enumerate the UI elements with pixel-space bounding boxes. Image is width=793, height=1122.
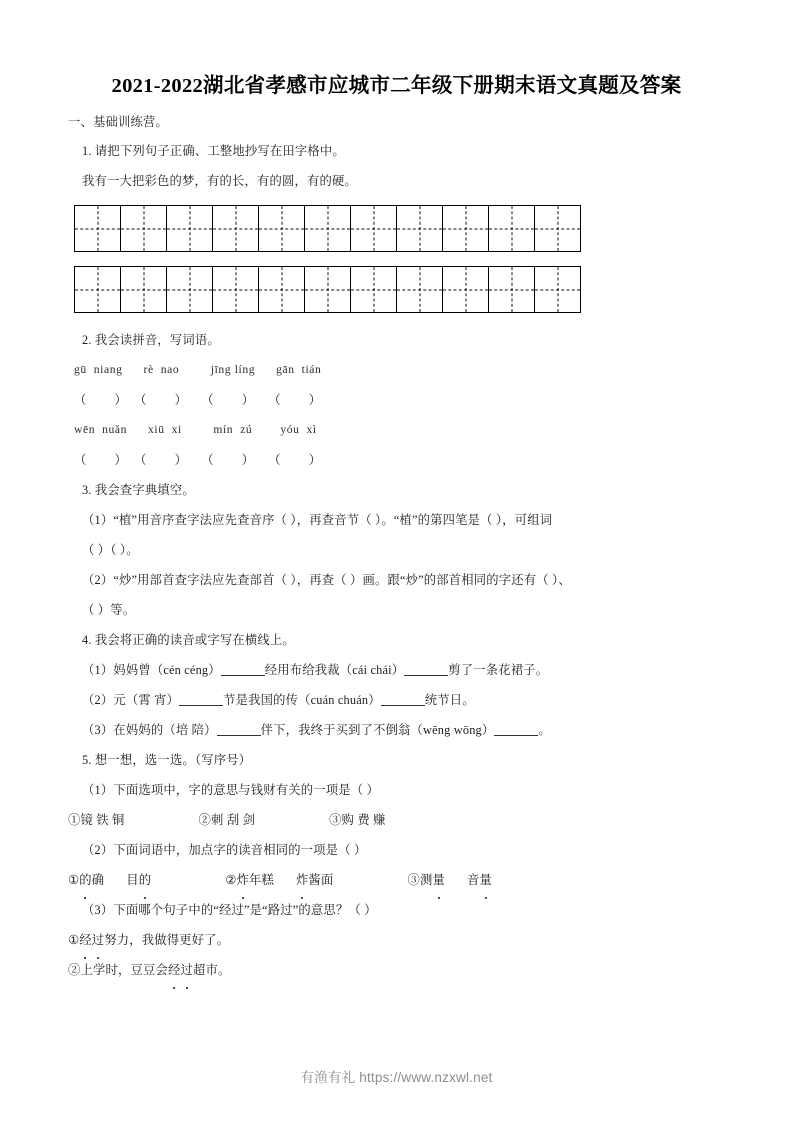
question-4-item-1[interactable]	[68, 655, 728, 685]
emphasis-dot-char: 炸	[296, 865, 309, 895]
tianzige-grid-row-2	[74, 266, 581, 313]
option-text: 年糕	[248, 873, 274, 887]
question-4-item-2-part-c: 统节日。	[424, 693, 475, 707]
emphasis-dot-char: 过	[180, 955, 193, 985]
tianzige-grid-block	[74, 205, 728, 313]
question-4-item-1-part-b: 经用布给我裁（cái chái）	[264, 663, 405, 677]
question-3-prompt: 3. 我会查字典填空。	[82, 483, 195, 497]
question-2-pinyin-row-2: wēn nuǎn xiū xi mín zú yóu xì	[74, 423, 317, 436]
option-a[interactable]	[68, 873, 151, 887]
question-4-item-3-part-b: 伴下，我终于买到了不倒翁（wēng wōng）	[260, 723, 495, 737]
option-a[interactable]: ①镜 铁 铜	[68, 813, 125, 827]
answer-blank[interactable]	[179, 705, 223, 706]
table-row	[75, 206, 581, 252]
tianzige-cell[interactable]	[75, 206, 121, 252]
question-5-item-1-options[interactable]	[68, 805, 728, 835]
question-5-item-3-option-a[interactable]	[68, 925, 728, 955]
question-1-sentence: 我有一大把彩色的梦，有的长，有的圆，有的硬。	[82, 174, 357, 188]
emphasis-dot-char: 量	[479, 865, 492, 895]
question-5-prompt: 5. 想一想，选一选。（写序号）	[82, 753, 252, 767]
question-2-prompt: 2. 我会读拼音，写词语。	[82, 333, 220, 347]
tianzige-cell[interactable]	[443, 267, 489, 313]
question-5-item-3-question[interactable]: （3）下面哪个句子中的“经过”是“路过”的意思？（ ）	[82, 903, 377, 917]
page-title: 2021-2022湖北省孝感市应城市二年级下册期末语文真题及答案	[111, 75, 682, 97]
tianzige-cell[interactable]	[305, 267, 351, 313]
question-5-item-2-question[interactable]: （2）下面词语中，加点字的读音相同的一项是（ ）	[82, 843, 367, 857]
tianzige-cell[interactable]	[167, 206, 213, 252]
question-5-item-3-option-b[interactable]	[68, 955, 728, 985]
option-text: 酱面	[308, 873, 334, 887]
question-5-item-1-question[interactable]: （1）下面选项中，字的意思与钱财有关的一项是（ ）	[82, 783, 380, 797]
tianzige-cell[interactable]	[121, 267, 167, 313]
answer-blank[interactable]	[494, 735, 538, 736]
answer-blank[interactable]	[404, 675, 448, 676]
document-body	[68, 108, 728, 985]
tianzige-cell[interactable]	[489, 267, 535, 313]
emphasis-dot-char: 的	[139, 865, 152, 895]
spacer	[68, 313, 728, 325]
footer-watermark	[0, 1066, 793, 1086]
tianzige-cell[interactable]	[397, 206, 443, 252]
option-c[interactable]	[407, 873, 492, 887]
tianzige-cell[interactable]	[259, 267, 305, 313]
footer-brand: 有渔有礼	[300, 1070, 356, 1085]
option-marker: ②	[225, 873, 237, 887]
option-text: 努力，我做得更好了。	[104, 933, 230, 947]
option-text: 测	[419, 873, 433, 887]
emphasis-dot-char: 经	[79, 925, 92, 955]
answer-blank[interactable]	[217, 735, 261, 736]
option-b[interactable]	[225, 873, 333, 887]
question-2-answer-blanks-row-2[interactable]: （ ） （ ） （ ） （ ）	[74, 453, 322, 467]
option-text: 超市。	[192, 963, 231, 977]
tianzige-cell[interactable]	[397, 267, 443, 313]
tianzige-cell[interactable]	[443, 206, 489, 252]
question-4-item-1-part-c: 剪了一条花裙子。	[448, 663, 549, 677]
question-4-item-3-part-a: （3）在妈妈的（培 陪）	[82, 723, 217, 737]
question-2-pinyin-row-1: gū niang rè nao jīng líng gān tián	[74, 363, 322, 376]
question-4-item-2[interactable]	[68, 685, 728, 715]
tianzige-cell[interactable]	[535, 267, 581, 313]
tianzige-cell[interactable]	[305, 206, 351, 252]
option-marker: ①	[68, 933, 80, 947]
emphasis-dot-char: 过	[92, 925, 105, 955]
option-text: 目	[126, 873, 139, 887]
emphasis-dot-char: 经	[168, 955, 181, 985]
question-3-item-1-line-1[interactable]: （1）“植”用音序查字法应先查音序（ ），再查音节（ ）。“植”的第四笔是（ ），可组词	[82, 513, 553, 527]
option-marker: ①	[68, 873, 80, 887]
question-5-item-2-options[interactable]	[68, 865, 728, 895]
tianzige-cell[interactable]	[121, 206, 167, 252]
tianzige-cell[interactable]	[213, 267, 259, 313]
tianzige-cell[interactable]	[351, 206, 397, 252]
section-heading-1: 一、基础训练营。	[68, 115, 168, 129]
question-3-item-1-line-2[interactable]: （ ）（ ）。	[82, 543, 139, 557]
tianzige-cell[interactable]	[213, 206, 259, 252]
tianzige-cell[interactable]	[167, 267, 213, 313]
question-3-item-2-line-1[interactable]: （2）“炒”用部首查字法应先查部首（ ），再查（ ）画。跟“炒”的部首相同的字还有（ ）、	[82, 573, 571, 587]
question-3-item-2-line-2[interactable]: （ ）等。	[82, 603, 136, 617]
option-text: 音	[466, 873, 480, 887]
emphasis-dot-char: 炸	[236, 865, 249, 895]
question-4-item-1-part-a: （1）妈妈曾（cén céng）	[82, 663, 221, 677]
tianzige-cell[interactable]	[489, 206, 535, 252]
option-text: 上学时，豆豆会	[80, 963, 168, 977]
emphasis-dot-char: 量	[432, 865, 445, 895]
option-c[interactable]: ③购 费 赚	[329, 813, 386, 827]
question-2-answer-blanks-row-1[interactable]: （ ） （ ） （ ） （ ）	[74, 393, 322, 407]
answer-blank[interactable]	[381, 705, 425, 706]
grid-spacer	[74, 252, 728, 266]
tianzige-cell[interactable]	[535, 206, 581, 252]
answer-blank[interactable]	[221, 675, 265, 676]
option-marker: ②	[68, 963, 81, 977]
footer-url[interactable]: https://www.nzxwl.net	[359, 1070, 493, 1085]
question-4-prompt: 4. 我会将正确的读音或字写在横线上。	[82, 633, 295, 647]
tianzige-cell[interactable]	[75, 267, 121, 313]
question-4-item-3-part-c: 。	[538, 723, 551, 737]
question-4-item-2-part-a: （2）元（霄 宵）	[82, 693, 180, 707]
question-4-item-3[interactable]	[68, 715, 728, 745]
option-text: 确	[91, 873, 105, 887]
table-row	[75, 267, 581, 313]
option-marker: ③	[407, 873, 420, 887]
tianzige-cell[interactable]	[259, 206, 305, 252]
tianzige-grid-row-1	[74, 205, 581, 252]
question-4-item-2-part-b: 节是我国的传（cuán chuán）	[223, 693, 381, 707]
question-1-prompt: 1. 请把下列句子正确、工整地抄写在田字格中。	[82, 144, 345, 158]
option-b[interactable]: ②刺 刮 剑	[198, 813, 256, 827]
emphasis-dot-char: 的	[79, 865, 92, 895]
tianzige-cell[interactable]	[351, 267, 397, 313]
